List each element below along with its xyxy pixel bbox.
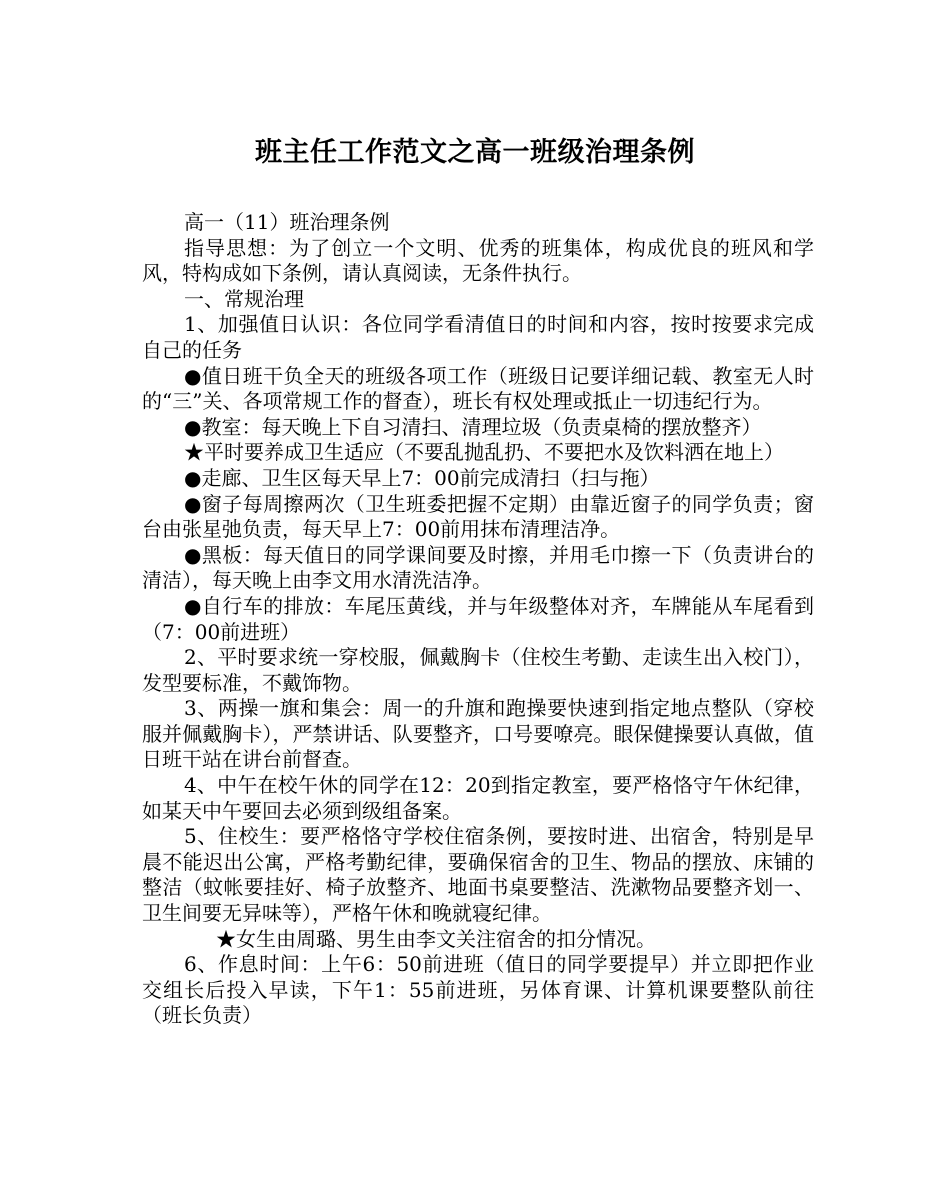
- paragraph-item-6-schedule: 6、作息时间：上午6：50前进班（值日的同学要提早）并立即把作业交组长后投入早读，下午1：55前进班，另体育课、计算机课要整队前往（班长负责）: [142, 952, 814, 1028]
- paragraph-item-3-exercises-assembly: 3、两操一旗和集会：周一的升旗和跑操要快速到指定地点整队（穿校服并佩戴胸卡），严禁讲话、队要整齐，口号要嘹亮。眼保健操要认真做，值日班干站在讲台前督查。: [142, 696, 814, 772]
- paragraph-class-regulation-heading: 高一（11）班治理条例: [184, 210, 390, 234]
- paragraph-guiding-idea: 指导思想：为了创立一个文明、优秀的班集体，构成优良的班风和学风，特构成如下条例，请认真阅读，无条件执行。: [142, 235, 814, 286]
- paragraph-item-5-boarders: 5、住校生：要严格恪守学校住宿条例，要按时进、出宿舍，特别是早晨不能迟出公寓，严格考勤纪律，要确保宿舍的卫生、物品的摆放、床铺的整洁（蚊帐要挂好、椅子放整齐、地面书桌要整洁、洗漱物品要整齐划一、卫生间要无异味等），严格午休和晚就寝纪律。: [142, 824, 814, 926]
- paragraph-item-4-noon-rest: 4、中午在校午休的同学在12：20到指定教室，要严格恪守午休纪律，如某天中午要回去必须到级组备案。: [142, 773, 814, 823]
- paragraph-bullet-corridor: ●走廊、卫生区每天早上7：00前完成清扫（扫与拖）: [184, 465, 660, 490]
- paragraph-item-2-uniform: 2、平时要求统一穿校服，佩戴胸卡（住校生考勤、走读生出入校门），发型要标准，不戴饰物。: [142, 645, 814, 695]
- paragraph-item-1-duty-awareness: 1、加强值日认识：各位同学看清值日的时间和内容，按时按要求完成自己的任务: [142, 312, 814, 362]
- paragraph-bullet-duty-leader: ●值日班干负全天的班级各项工作（班级日记要详细记载、教室无人时的“三”关、各项常规工作的督查），班长有权处理或抵止一切违纪行为。: [142, 363, 814, 414]
- paragraph-bullet-windows: ●窗子每周擦两次（卫生班委把握不定期）由靠近窗子的同学负责；窗台由张星弛负责，每天早上7：00前用抹布清理洁净。: [142, 491, 814, 542]
- document-body: [142, 210, 814, 1029]
- document-title: 班主任工作范文之高一班级治理条例: [255, 137, 695, 168]
- paragraph-bullet-blackboard: ●黑板：每天值日的同学课间要及时擦，并用毛巾擦一下（负责讲台的清洁），每天晚上由李文用水清洗洁净。: [142, 542, 814, 593]
- paragraph-star-dorm-monitors: ★女生由周璐、男生由李文关注宿舍的扣分情况。: [216, 926, 656, 951]
- paragraph-bullet-classroom: ●教室：每天晚上下自习清扫、清理垃圾（负责桌椅的摆放整齐）: [184, 414, 762, 439]
- paragraph-section-routine-management: 一、常规治理: [184, 286, 304, 311]
- paragraph-star-hygiene-habits: ★平时要养成卫生适应（不要乱抛乱扔、不要把水及饮料洒在地上）: [184, 440, 784, 465]
- paragraph-bullet-bicycles: ●自行车的排放：车尾压黄线，并与年级整体对齐，车牌能从车尾看到（7：00前进班）: [142, 593, 814, 644]
